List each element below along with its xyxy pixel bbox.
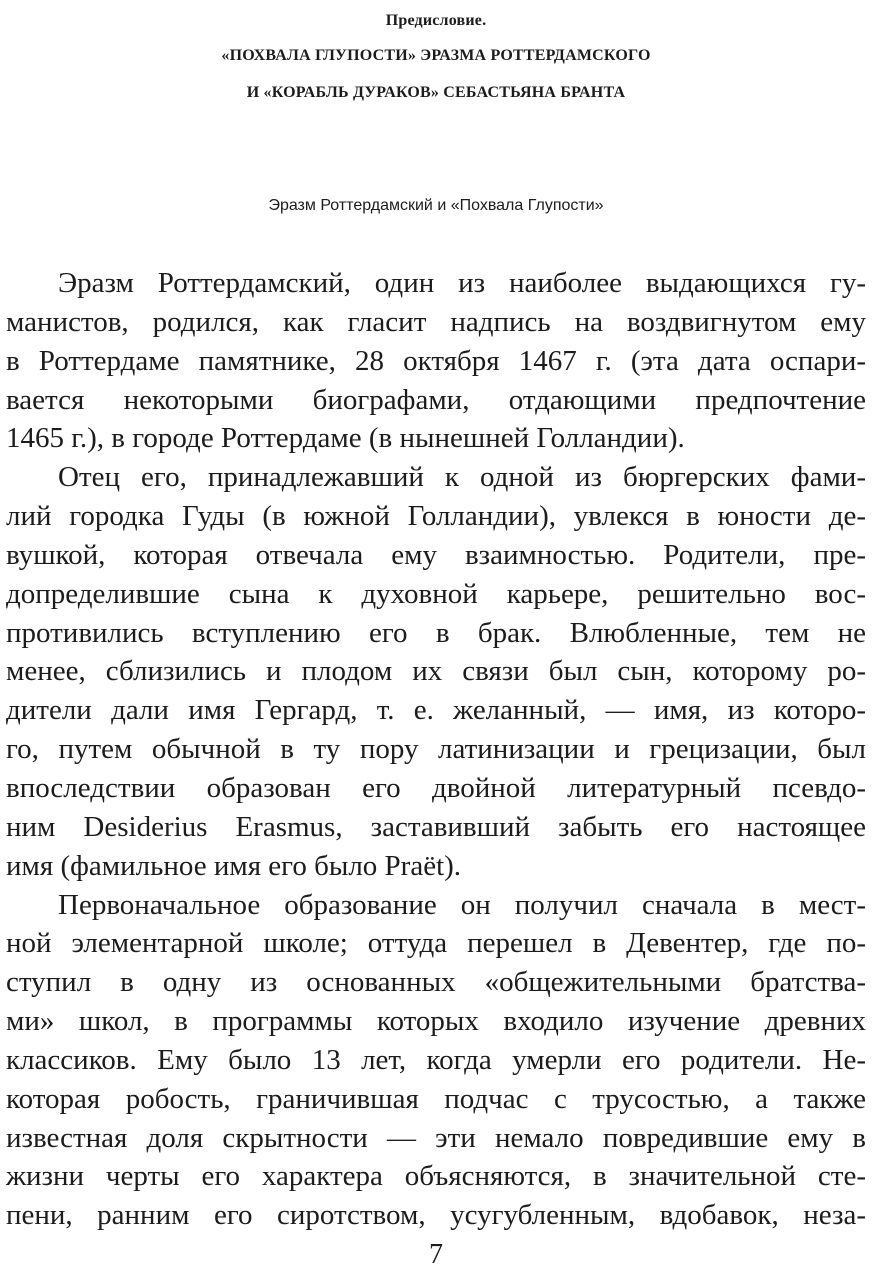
chapter-title-line-2: И «КОРАБЛЬ ДУРАКОВ» СЕБАСТЬЯНА БРАНТА xyxy=(246,84,626,101)
text-line: ступил в одну из основанных «общежительными братства- xyxy=(6,966,866,999)
text-line: известная доля скрытности — эти немало повредившие ему в xyxy=(6,1121,866,1154)
section-title: Эразм Роттердамский и «Похвала Глупости» xyxy=(268,197,604,214)
text-line: Первоначальное образование он получил сначала в мест- xyxy=(58,888,866,921)
text-line: вается некоторыми биографами, отдающими предпочтение xyxy=(6,383,866,416)
body-text xyxy=(6,264,866,1235)
text-line: менее, сблизились и плодом их связи был сын, которому ро- xyxy=(6,655,866,688)
text-line: Отец его, принадлежавший к одной из бюргерских фами- xyxy=(58,461,866,494)
text-line: ной элементарной школе; оттуда перешел в Девентер, где по- xyxy=(6,927,866,960)
text-line: вушкой, которая отвечала ему взаимностью. Родители, пре- xyxy=(6,538,866,571)
preface-title: Предисловие. xyxy=(385,12,487,29)
text-line: дители дали имя Гергард, т. е. желанный, — имя, из которо- xyxy=(6,694,866,727)
text-line: ним Desiderius Erasmus, заставивший забыть его настоящее xyxy=(6,810,866,843)
text-line: имя (фамильное имя его было Praët). xyxy=(6,849,462,882)
text-line: в Роттердаме памятнике, 28 октября 1467 г. (эта дата оспари- xyxy=(6,344,866,377)
text-line: которая робость, граничившая подчас с трусостью, а также xyxy=(6,1082,866,1115)
text-line: 1465 г.), в городе Роттердаме (в нынешней Голландии). xyxy=(6,422,685,455)
text-line: Эразм Роттердамский, один из наиболее выдающихся гу- xyxy=(58,267,866,299)
text-line: манистов, родился, как гласит надпись на воздвигнутом ему xyxy=(6,305,866,338)
text-line: жизни черты его характера объясняются, в значительной сте- xyxy=(6,1160,866,1193)
text-line: го, путем обычной в ту пору латинизации и грецизации, был xyxy=(6,733,866,766)
text-line: ми» школ, в программы которых входило изучение древних xyxy=(6,1005,866,1038)
text-line: противились вступлению его в брак. Влюбленные, тем не xyxy=(6,616,866,649)
page-number: 7 xyxy=(429,1239,443,1270)
chapter-title-line-1: «ПОХВАЛА ГЛУПОСТИ» ЭРАЗМА РОТТЕРДАМСКОГО xyxy=(221,47,651,64)
text-line: лий городка Гуды (в южной Голландии), увлекся в юности де- xyxy=(6,500,866,533)
text-line: допределившие сына к духовной карьере, решительно вос- xyxy=(6,577,866,610)
text-line: впоследствии образован его двойной литературный псевдо- xyxy=(6,771,866,804)
text-line: классиков. Ему было 13 лет, когда умерли его родители. Не- xyxy=(6,1043,866,1076)
text-line: пени, ранним его сиротством, усугубленным, вдобавок, неза- xyxy=(6,1199,866,1232)
